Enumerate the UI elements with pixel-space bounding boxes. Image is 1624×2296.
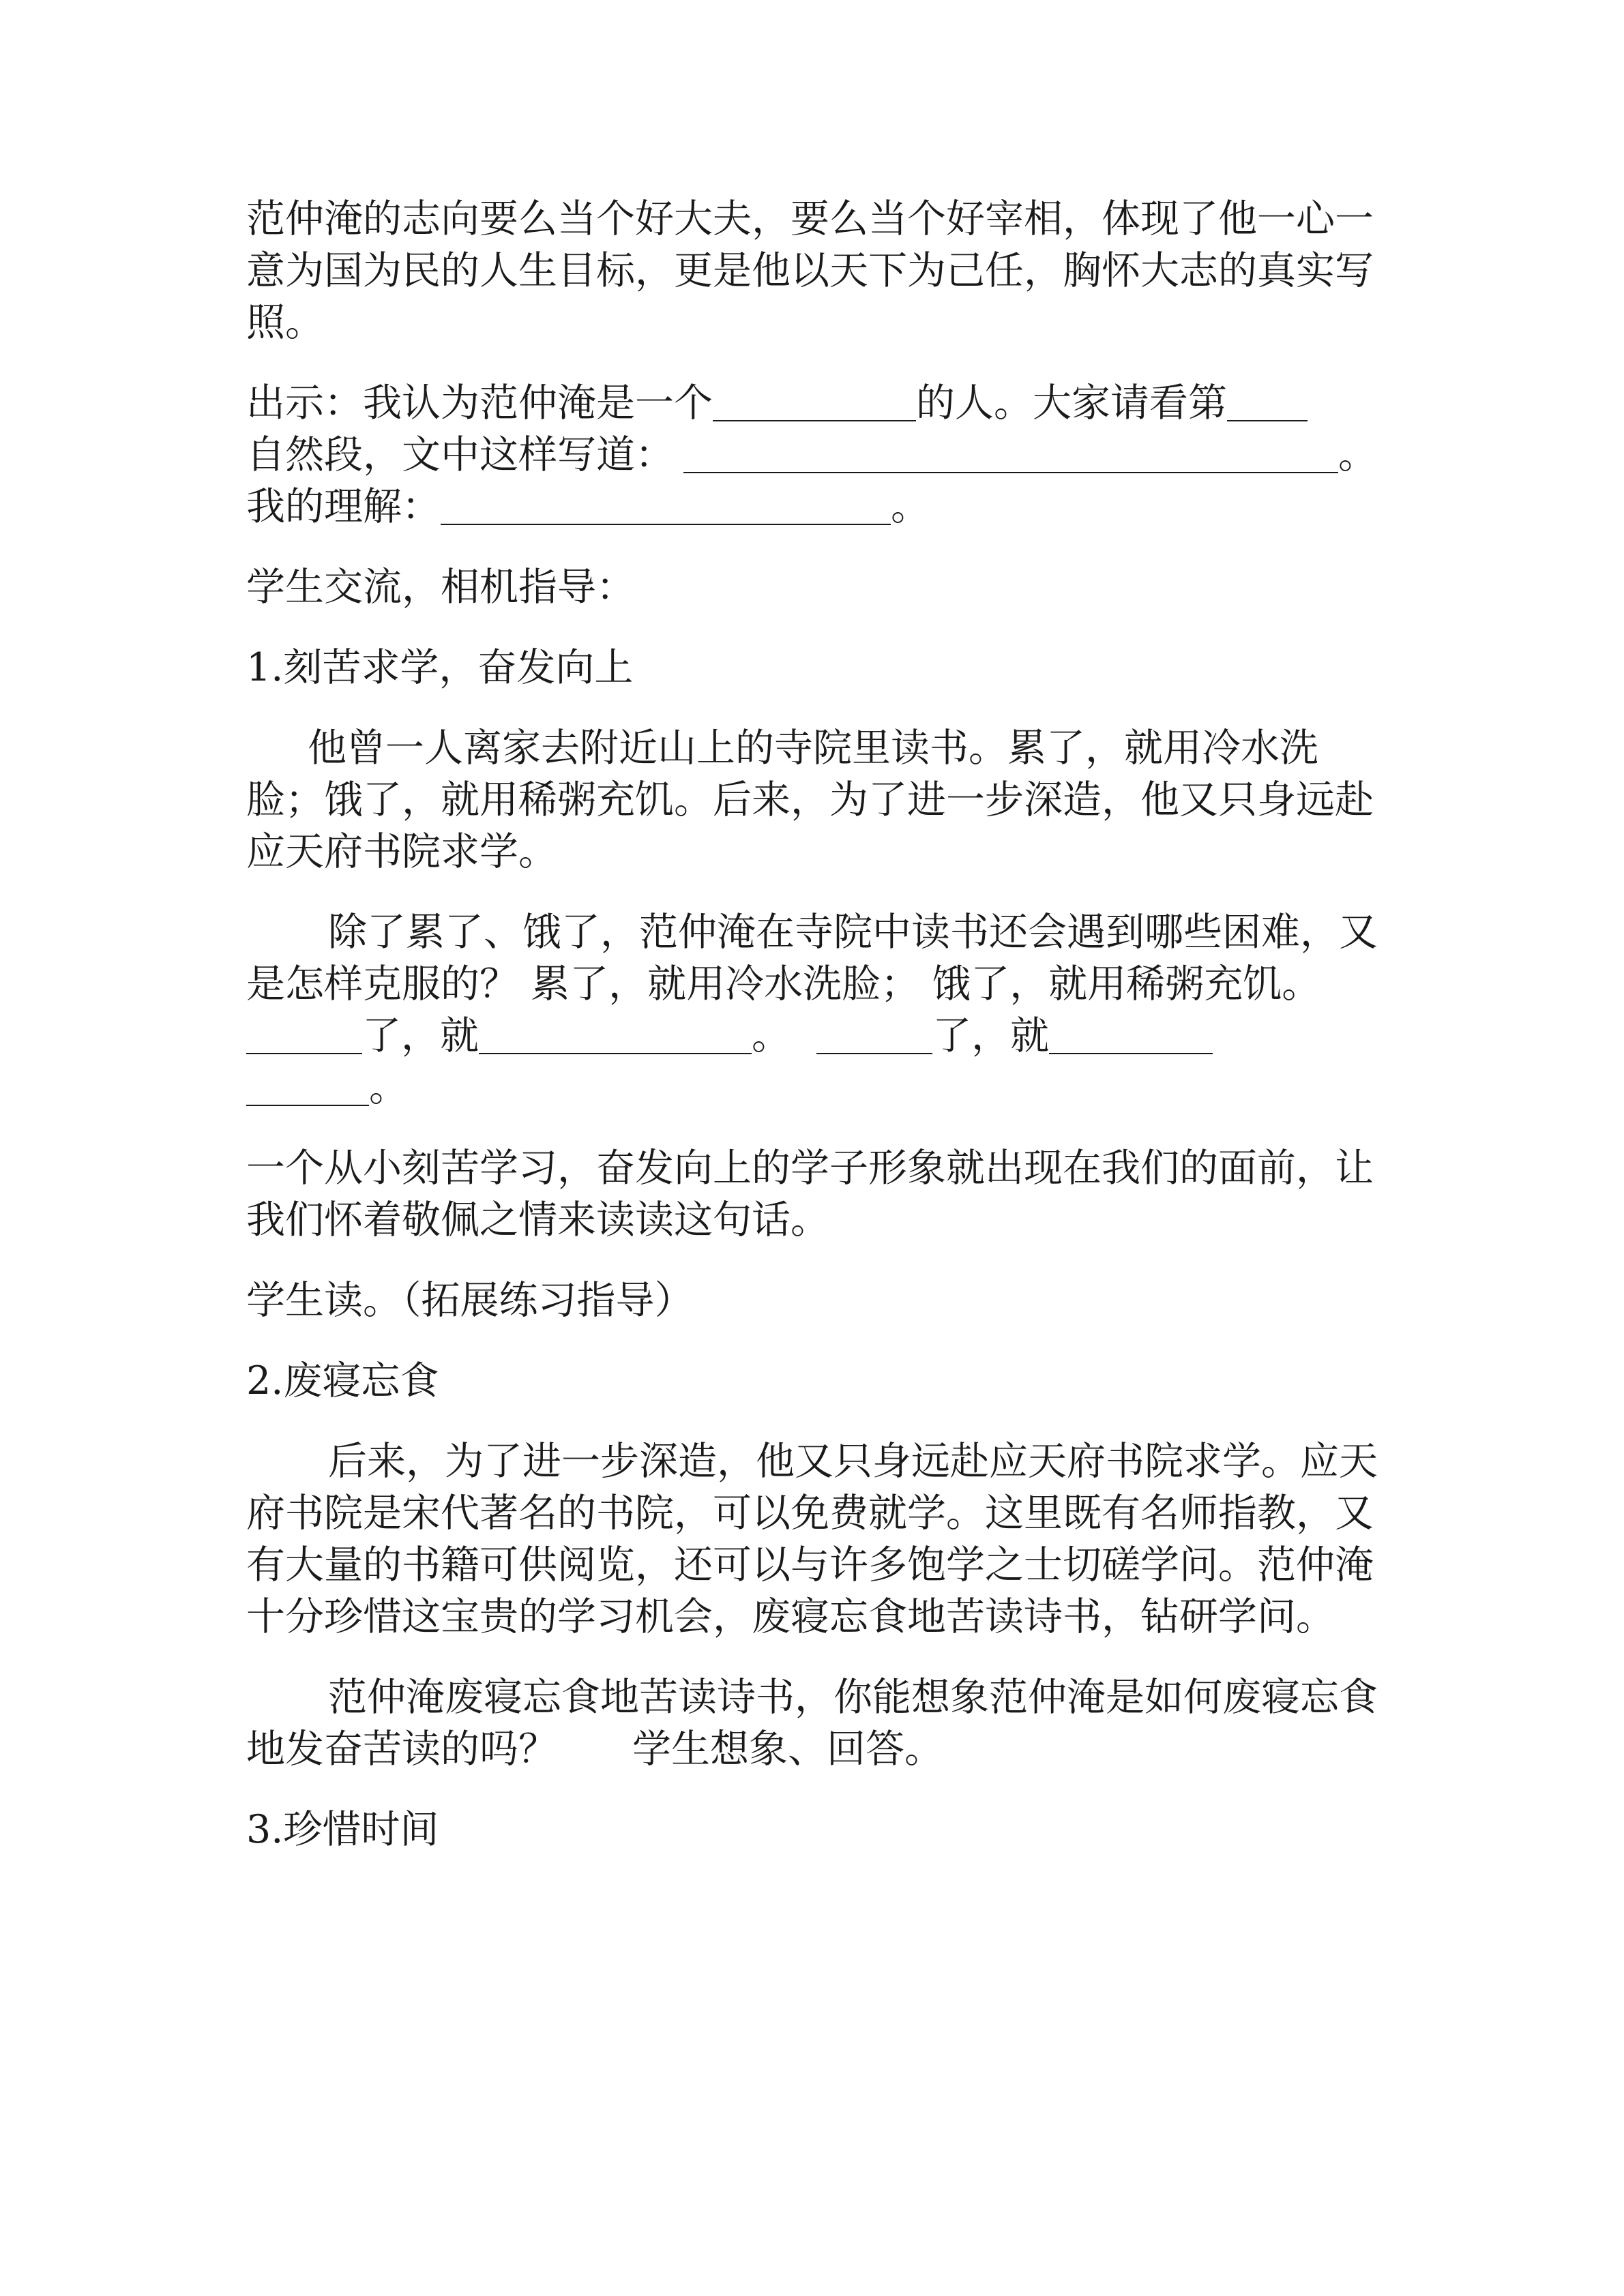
paragraph-exercise-prompt bbox=[246, 377, 1378, 533]
difficulties-text-2: 了，就 bbox=[362, 1013, 479, 1058]
fill-blank-solution-2-start[interactable] bbox=[1049, 1012, 1213, 1054]
fill-blank-difficulty-2[interactable] bbox=[816, 1012, 932, 1054]
imagine-question: 范仲淹废寝忘食地苦读诗书，你能想象范仲淹是如何废寝忘食地发奋苦读的吗？ bbox=[246, 1675, 1378, 1772]
document-page bbox=[246, 193, 1378, 1884]
heading-section-1: 1.刻苦求学，奋发向上 bbox=[246, 645, 634, 690]
paragraph-student-reading: 学生读。（拓展练习指导） bbox=[246, 1278, 694, 1323]
prompt-text-6: 。 bbox=[891, 484, 930, 529]
prompt-text-3: 自然段，文中这样写道： bbox=[246, 432, 674, 477]
difficulties-text-5: 。 bbox=[369, 1065, 408, 1110]
paragraph-ambition: 范仲淹的志向要么当个好大夫，要么当个好宰相，体现了他一心一意为国为民的人生目标，更是他以天下为己任，胸怀大志的真实写照。 bbox=[246, 196, 1374, 345]
fill-blank-understanding[interactable] bbox=[441, 483, 891, 525]
paragraph-academy: 后来，为了进一步深造，他又只身远赴应天府书院求学。应天府书院是宋代著名的书院，可以免费就学。这里既有名师指教，又有大量的书籍可供阅览，还可以与许多饱学之士切磋学问。范仲淹十分珍惜这宝贵的学习机会，废寝忘食地苦读诗书，钻研学问。 bbox=[246, 1439, 1378, 1639]
fill-blank-quote[interactable] bbox=[683, 431, 1338, 473]
difficulties-text: 除了累了、饿了，范仲淹在寺院中读书还会遇到哪些困难，又是怎样克服的？ 累了，就用冷水洗脸； 饿了，就用稀粥充饥。 bbox=[246, 910, 1378, 1007]
heading-section-2: 2.废寝忘食 bbox=[246, 1358, 439, 1403]
prompt-text-4: 。 bbox=[1338, 432, 1377, 477]
paragraph-imagine bbox=[246, 1671, 1378, 1775]
paragraph-difficulties bbox=[246, 906, 1378, 1114]
paragraph-temple-study: 他曾一人离家去附近山上的寺院里读书。累了，就用冷水洗脸；饿了，就用稀粥充饥。后来，为了进一步深造，他又只身远赴应天府书院求学。 bbox=[246, 726, 1374, 874]
heading-section-3: 3.珍惜时间 bbox=[246, 1807, 439, 1852]
fill-blank-difficulty-1[interactable] bbox=[246, 1012, 362, 1054]
prompt-text-1: 出示：我认为范仲淹是一个 bbox=[246, 381, 713, 426]
paragraph-scholar-image: 一个从小刻苦学习，奋发向上的学子形象就出现在我们的面前，让我们怀着敬佩之情来读读这句话。 bbox=[246, 1146, 1374, 1242]
fill-blank-paragraph-number[interactable] bbox=[1227, 379, 1308, 421]
fill-blank-solution-2-end[interactable] bbox=[246, 1064, 369, 1106]
difficulties-text-4: 了，就 bbox=[932, 1013, 1050, 1058]
prompt-text-2: 的人。大家请看第 bbox=[916, 381, 1227, 426]
prompt-text-5: 我的理解： bbox=[246, 484, 441, 529]
difficulties-text-3: 。 bbox=[752, 1013, 791, 1058]
imagine-answer-note: 学生想象、回答。 bbox=[632, 1727, 943, 1772]
paragraph-student-exchange: 学生交流，相机指导： bbox=[246, 565, 635, 610]
fill-blank-solution-1[interactable] bbox=[479, 1012, 752, 1054]
fill-blank-character[interactable] bbox=[713, 379, 916, 421]
